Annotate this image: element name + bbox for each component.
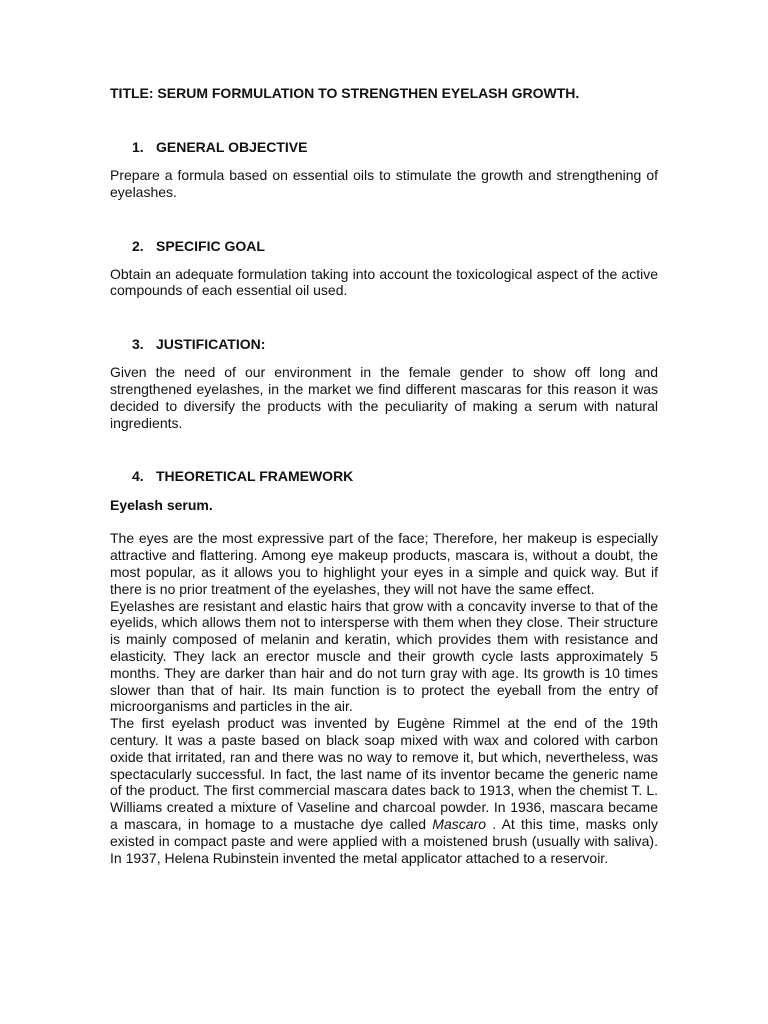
section-number: 3. — [132, 336, 144, 353]
section-number: 4. — [132, 468, 144, 485]
section-title: SPECIFIC GOAL — [156, 237, 265, 254]
document-title: TITLE: SERUM FORMULATION TO STRENGTHEN EYELASH GROWTH. — [110, 85, 580, 101]
section-heading-justification — [110, 336, 658, 353]
paragraph-eyes-expressive: The eyes are the most expressive part of the face; Therefore, her makeup is especially attractive and flattering. Among eye makeup products, mascara is, without a doubt, the most popular, as it allows you to highlight your eyes in a simple and quick way. But if there is no prior treatment of the eyelashes, they will not have the same effect. — [110, 530, 658, 597]
section-heading-specific-goal — [110, 238, 658, 255]
section-heading-general-objective — [110, 139, 658, 156]
section-title: JUSTIFICATION: — [156, 336, 266, 353]
section-title: THEORETICAL FRAMEWORK — [156, 468, 354, 485]
section-number: 1. — [132, 139, 144, 155]
general-objective-text: Prepare a formula based on essential oils to stimulate the growth and strengthening of eyelashes. — [110, 167, 658, 200]
justification-text: Given the need of our environment in the female gender to show off long and strengthened eyelashes, in the market we find different mascaras for this reason it was decided to diversify the products with the peculiarity of making a serum with natural ingredients. — [110, 364, 658, 431]
specific-goal-text: Obtain an adequate formulation taking into account the toxicological aspect of the active compounds of each essential oil used. — [110, 265, 658, 299]
history-text-part-2: . At this time, masks only existed in compact paste and were applied with a moistened brush (usually with saliva). In 1937, Helena Rubinstein invented the metal applicator attached to a reservoir. — [110, 815, 659, 866]
history-italic-mascaro: Mascaro — [432, 815, 486, 832]
paragraph-eyelash-history — [110, 715, 658, 866]
paragraph-eyelash-structure: Eyelashes are resistant and elastic hairs that grow with a concavity inverse to that of the eyelids, which allows them not to intersperse with them when they close. Their structure is mainly composed of melanin and keratin, which provides them with resistance and elasticity. They lack an erector muscle and their growth cycle lasts approximately 5 months. They are darker than hair and do not turn gray with age. Its growth is 10 times slower than that of hair. Its main function is to protect the eyeball from the entry of microorganisms and particles in the air. — [110, 597, 658, 715]
section-number: 2. — [132, 237, 144, 254]
section-title: GENERAL OBJECTIVE — [156, 139, 308, 155]
history-text-part-1: The first eyelash product was invented by Eugène Rimmel at the end of the 19th century. It was a paste based on black soap mixed with wax and colored with carbon oxide that irritated, ran and there was no way to remove it, but which, nevertheless, was spectacularly successful. In fact, the last name of its inventor became the generic name of the product. The first commercial mascara dates back to 1913, when the chemist T. L. Williams created a mixture of Vaseline and charcoal powder. In 1936, mascara became a mascara, in homage to a mustache dye called — [110, 715, 658, 832]
section-heading-theoretical-framework — [110, 468, 658, 485]
subheading-eyelash-serum: Eyelash serum. — [110, 497, 213, 514]
